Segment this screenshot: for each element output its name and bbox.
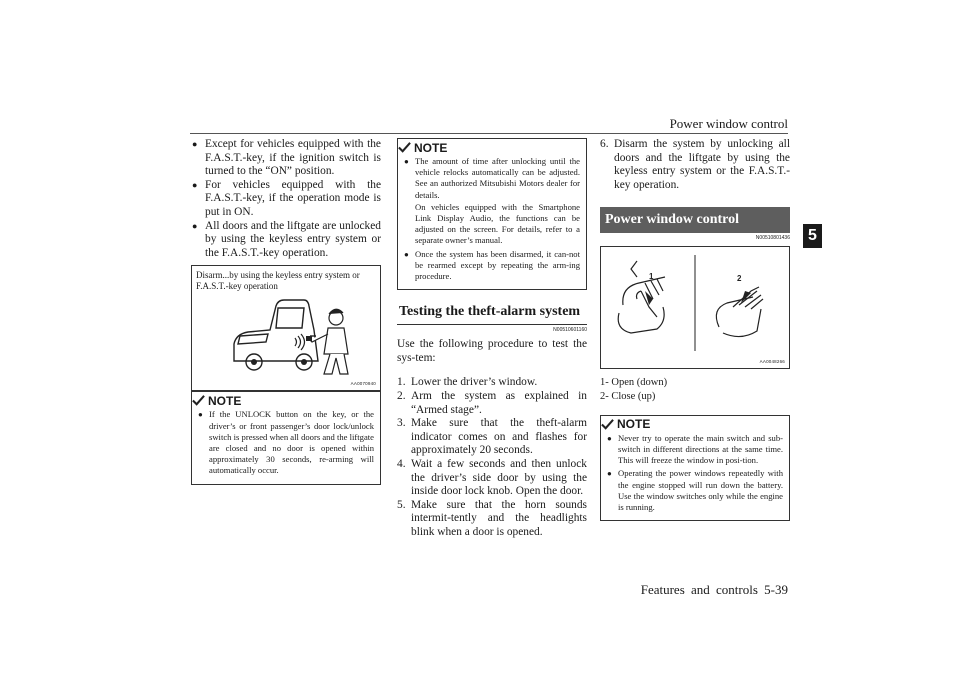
note-box [600, 415, 790, 521]
column-right [600, 138, 790, 521]
figure-label-2: 2 [737, 274, 742, 284]
procedure-step: 3. Make sure that the theft-alarm indicator comes on and flashes for approximately 20 seconds. [397, 417, 587, 457]
procedure-step: 1. Lower the driver’s window. [397, 376, 538, 389]
header-rule [190, 133, 788, 134]
car-person-illustration [192, 266, 380, 390]
note-check-icon [192, 394, 205, 407]
section-heading: Power window control [600, 207, 790, 233]
figure-code: AA0070940 [350, 381, 376, 387]
note-item: ● The amount of time after unlocking until the vehicle relocks automatically can be adjusted. See an authorized Mitsubishi Motors dealer for details. [404, 156, 580, 201]
note-box [397, 138, 587, 290]
note-label: NOTE [617, 417, 651, 432]
note-box [191, 391, 381, 484]
note-item: ● If the UNLOCK button on the key, or the driver’s or front passenger’s door lock/unlock switch is pressed when all doors and the liftgate are closed and no door is opened within approximately 30 seconds, re-arming will automatically occur. [198, 409, 374, 476]
note-item: ● Operating the power windows repeatedly with the engine stopped will run down the battery. Use the window switches only while the engine is running. [607, 468, 783, 513]
power-window-illustration [600, 246, 790, 369]
note-item: ● Never try to operate the main switch and sub-switch in different directions at the same time. This will freeze the window in posi-tion. [607, 433, 783, 467]
figure-code: AA0048266 [759, 359, 785, 365]
disarm-illustration [191, 265, 381, 391]
footer-page-label: Features and controls 5-39 [640, 582, 788, 597]
legend-item: 2- Close (up) [600, 390, 656, 402]
note-label: NOTE [208, 393, 242, 408]
section-code: N00510801436 [755, 235, 790, 242]
bullet-item: ● For vehicles equipped with the F.A.S.T.-key, if the operation mode is put in ON. [191, 179, 381, 220]
note-check-icon [601, 418, 614, 431]
procedure-step: 4. Wait a few seconds and then unlock the driver’s side door by using the inside door lock knob. Open the door. [397, 457, 587, 498]
section-heading: Testing the theft-alarm system [397, 299, 587, 325]
legend-item: 1- Open (down) [600, 377, 668, 389]
window-switch-illustration [601, 247, 789, 368]
intro-paragraph: Use the following procedure to test the sys-tem: [397, 338, 587, 364]
bullet-item: ● All doors and the liftgate are unlocked by using the keyless entry system or the F.A.S.T.-key operation. [191, 220, 381, 261]
column-left [191, 138, 381, 485]
chapter-tab: 5 [803, 224, 822, 248]
header-title: Power window control [669, 116, 788, 131]
column-middle [397, 138, 587, 540]
procedure-step: 6. Disarm the system by unlocking all doors and the liftgate by using the keyless entry system or the F.A.S.T.-key operation. [600, 138, 790, 191]
note-item: ● Once the system has been disarmed, it can-not be rearmed except by repeating the arm-ing procedure. [404, 249, 580, 283]
note-item-extra: On vehicles equipped with the Smartphone Link Display Audio, the functions can be adjusted on the screen. For details, refer to a separate owner’s manual. [415, 201, 580, 246]
procedure-step: 5. Make sure that the horn sounds intermit-tently and the headlights blink when a door is opened. [397, 498, 587, 538]
figure-label-1: 1 [649, 272, 654, 282]
note-check-icon [398, 141, 411, 154]
figure-caption: Disarm...by using the keyless entry system or F.A.S.T.-key operation [196, 270, 360, 292]
note-label: NOTE [414, 140, 448, 155]
section-code: N00510601160 [553, 327, 587, 334]
procedure-step: 2. Arm the system as explained in “Armed stage”. [397, 390, 587, 416]
bullet-item: ● Except for vehicles equipped with the F.A.S.T.-key, if the ignition switch is turned to the “ON” position. [191, 138, 381, 179]
